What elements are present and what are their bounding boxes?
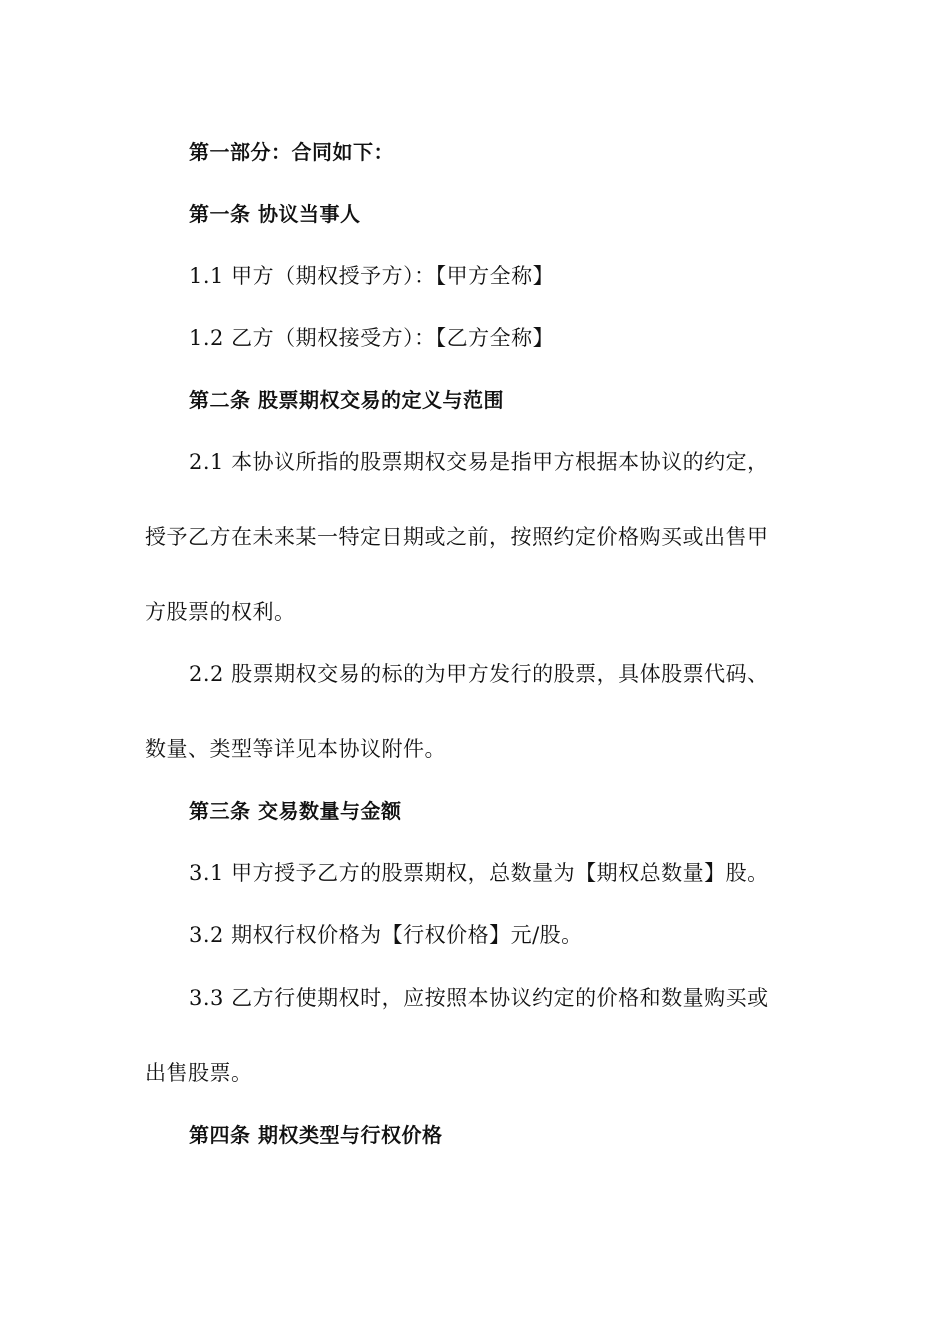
article-2-heading: 第二条 股票期权交易的定义与范围 bbox=[189, 388, 504, 412]
clause-1-2: 1.2 乙方（期权接受方）：【乙方全称】 bbox=[189, 326, 555, 350]
article-4-heading: 第四条 期权类型与行权价格 bbox=[189, 1123, 443, 1147]
article-3-heading: 第三条 交易数量与金额 bbox=[189, 799, 402, 823]
clause-2-1-line-1: 2.1 本协议所指的股票期权交易是指甲方根据本协议的约定， bbox=[189, 450, 769, 474]
clause-3-1: 3.1 甲方授予乙方的股票期权，总数量为【期权总数量】股。 bbox=[189, 861, 769, 885]
clause-3-2: 3.2 期权行权价格为【行权价格】元/股。 bbox=[189, 923, 583, 947]
clause-3-3-line-1: 3.3 乙方行使期权时，应按照本协议约定的价格和数量购买或 bbox=[189, 986, 769, 1010]
article-1-heading: 第一条 协议当事人 bbox=[189, 202, 361, 226]
part-heading: 第一部分：合同如下： bbox=[189, 140, 394, 164]
clause-2-2-line-2: 数量、类型等详见本协议附件。 bbox=[145, 737, 446, 761]
clause-2-2-line-1: 2.2 股票期权交易的标的为甲方发行的股票，具体股票代码、 bbox=[189, 662, 769, 686]
clause-3-3-line-2: 出售股票。 bbox=[145, 1061, 253, 1085]
clause-2-1-line-2: 授予乙方在未来某一特定日期或之前，按照约定价格购买或出售甲 bbox=[145, 525, 769, 549]
clause-2-1-line-3: 方股票的权利。 bbox=[145, 600, 296, 624]
clause-1-1: 1.1 甲方（期权授予方）：【甲方全称】 bbox=[189, 264, 555, 288]
